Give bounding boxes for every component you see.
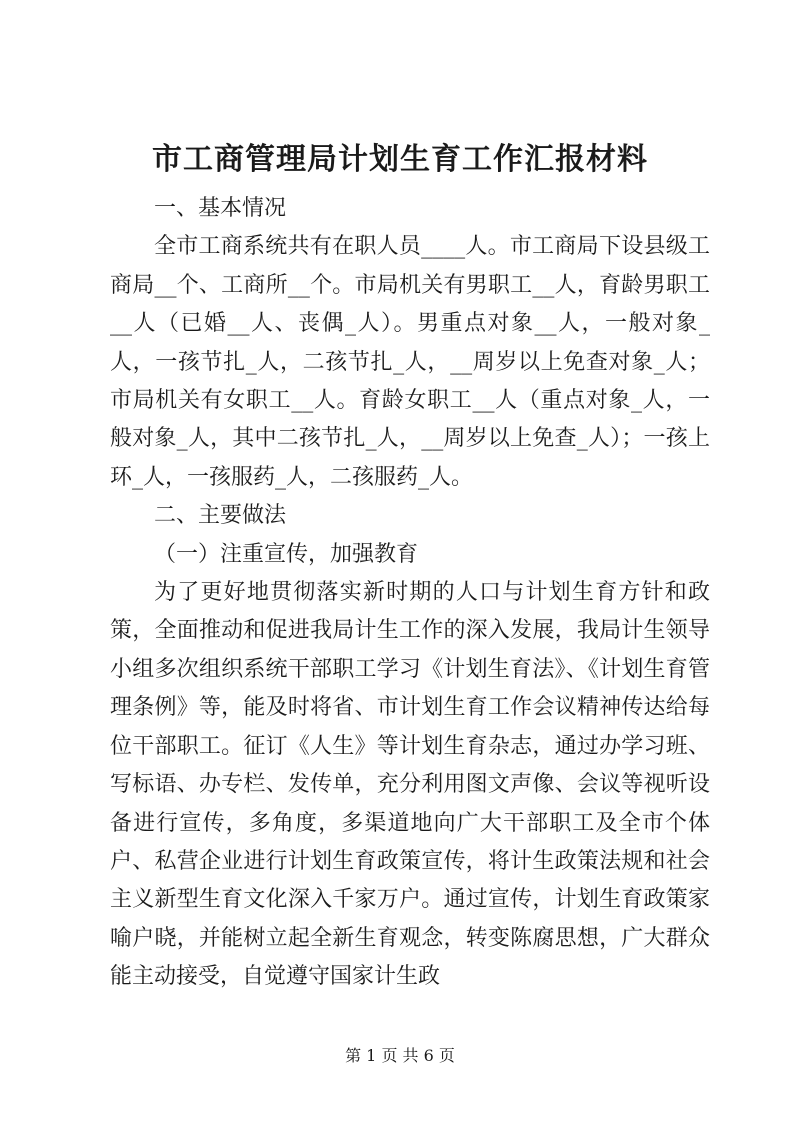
document-title: 市工商管理局计划生育工作汇报材料 xyxy=(152,142,648,177)
paragraph-basic-info: 全市工商系统共有在职人员____人。市工商局下设县级工商局__个、工商所__个。市局机关有男职工__人，育龄男职工__人（已婚__人、丧偶_人）。男重点对象__人，一般对象_人，一孩节扎_人，二孩节扎_人，__周岁以上免查对象_人；市局机关有女职工__人。育龄女职工__人（重点对象_人，一般对象_人，其中二孩节扎_人，__周岁以上免查_人）；一孩上环_人，一孩服药_人，二孩服药_人。 xyxy=(110,234,710,490)
section-heading-main-practices: 二、主要做法 xyxy=(154,503,287,529)
paragraph-publicity: 为了更好地贯彻落实新时期的人口与计划生育方针和政策，全面推动和促进我局计生工作的深入发展，我局计生领导小组多次组织系统干部职工学习《计划生育法》、《计划生育管理条例》等，能及时将省、市计划生育工作会议精神传达给每位干部职工。征订《人生》等计划生育杂志，通过办学习班、写标语、办专栏、发传单，充分利用图文声像、会议等视听设备进行宣传，多角度，多渠道地向广大干部职工及全市个体户、私营企业进行计划生育政策宣传，将计生政策法规和社会主义新型生育文化深入千家万户。通过宣传，计划生育政策家喻户晓，并能树立起全新生育观念，转变陈腐思想，广大群众能主动接受，自觉遵守国家计生政 xyxy=(110,580,710,990)
page-footer: 第 1 页 共 6 页 xyxy=(345,1046,455,1065)
section-heading-basic-info: 一、基本情况 xyxy=(154,196,287,221)
subsection-heading-publicity: （一）注重宣传，加强教育 xyxy=(154,541,419,567)
document-body xyxy=(110,190,710,997)
